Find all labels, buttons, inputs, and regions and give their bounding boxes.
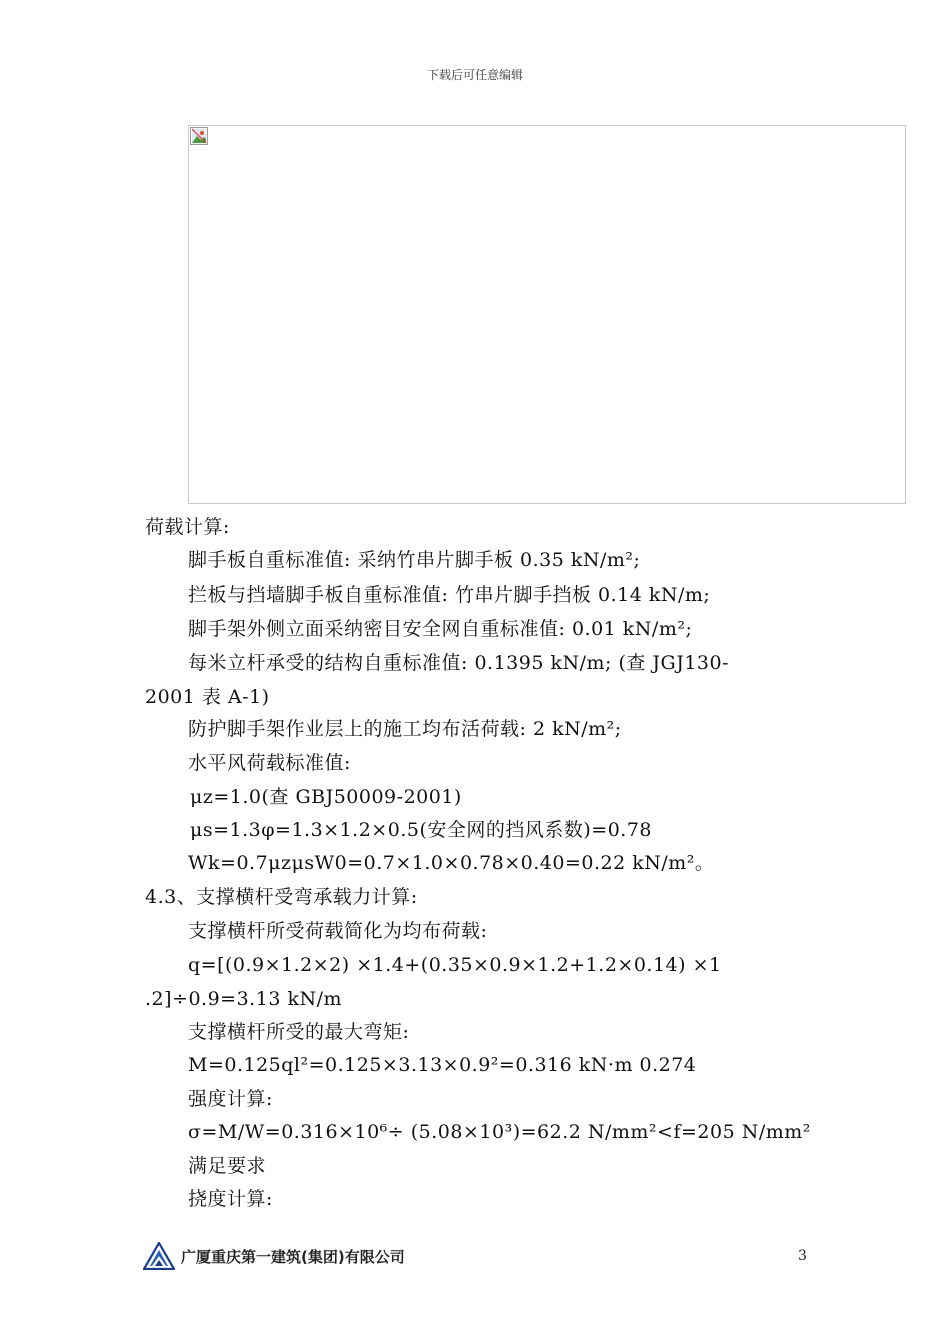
body-line: 荷载计算: [145,516,230,538]
body-line: σ=M/W=0.316×10⁶÷ (5.08×10³)=62.2 N/mm²<f=205 N/mm² [188,1121,811,1143]
body-line: 2001 表 A-1) [145,686,270,708]
body-line: 拦板与挡墙脚手板自重标准值: 竹串片脚手挡板 0.14 kN/m; [188,584,711,606]
body-line: 支撑横杆所受的最大弯矩: [188,1021,410,1043]
body-line: .2]÷0.9=3.13 kN/m [145,988,342,1010]
body-line: 挠度计算: [188,1188,273,1210]
body-line: 水平风荷载标准值: [188,752,351,774]
body-line: 脚手架外侧立面采纳密目安全网自重标准值: 0.01 kN/m²; [188,618,693,640]
body-line: 4.3、支撑横杆受弯承载力计算: [145,886,418,908]
broken-image-icon [190,127,208,145]
body-line: q=[(0.9×1.2×2) ×1.4+(0.35×0.9×1.2+1.2×0.14) ×1 [188,954,722,976]
footer-company-name: 广厦重庆第一建筑(集团)有限公司 [181,1248,405,1266]
body-line: 每米立杆承受的结构自重标准值: 0.1395 kN/m; (查 JGJ130- [188,652,730,674]
body-line: 防护脚手架作业层上的施工均布活荷载: 2 kN/m²; [188,718,622,740]
body-line: 脚手板自重标准值: 采纳竹串片脚手板 0.35 kN/m²; [188,549,641,571]
company-logo-icon [143,1242,175,1270]
body-line: M=0.125ql²=0.125×3.13×0.9²=0.316 kN·m 0.274 [188,1054,697,1076]
page-number: 3 [798,1248,807,1264]
body-line: Wk=0.7μzμsW0=0.7×1.0×0.78×0.40=0.22 kN/m²。 [188,852,715,874]
body-line: 强度计算: [188,1088,273,1110]
body-line: 满足要求 [188,1155,267,1177]
body-line: μs=1.3φ=1.3×1.2×0.5(安全网的挡风系数)=0.78 [190,819,652,841]
page-header: 下载后可任意编辑 [426,68,523,82]
body-line: 支撑横杆所受荷载简化为均布荷载: [188,920,488,942]
figure-placeholder [188,125,906,504]
body-line: μz=1.0(查 GBJ50009-2001) [190,786,462,808]
